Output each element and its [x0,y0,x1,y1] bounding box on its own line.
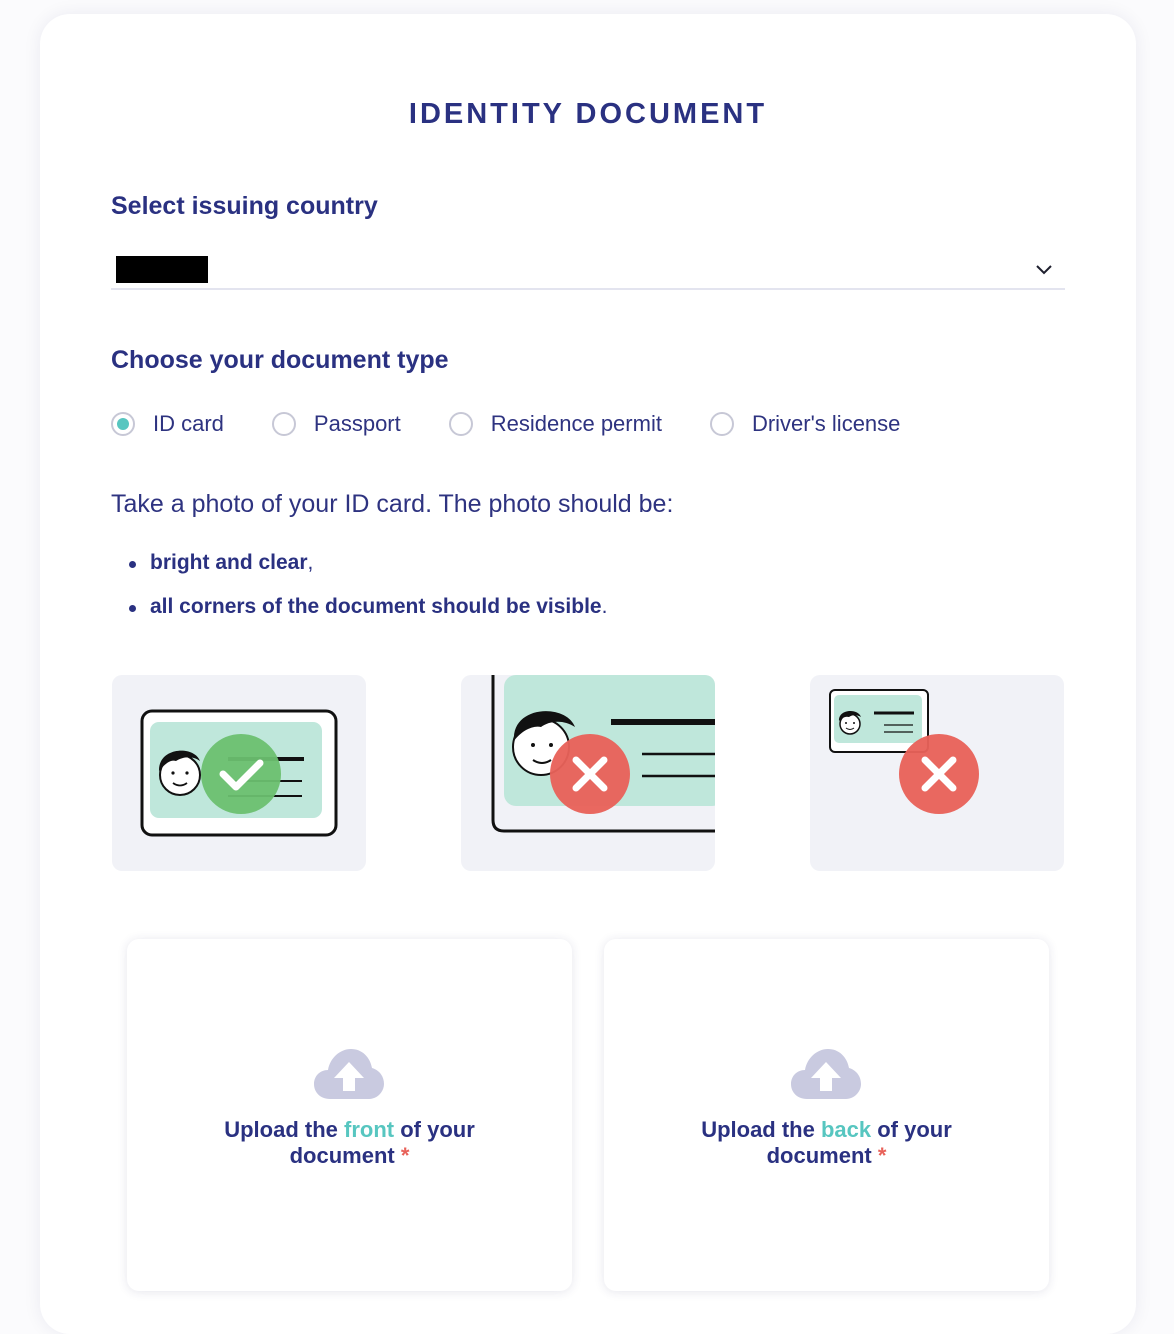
radio-passport[interactable] [272,411,401,437]
list-item [129,548,607,592]
requirement-bold: all corners of the document should be visible [150,595,602,618]
document-type-radio-group [111,406,900,442]
radio-indicator[interactable] [272,412,296,436]
radio-label: Passport [313,411,401,436]
upload-label-prefix: Upload the [701,1117,821,1142]
radio-drivers-license[interactable] [710,411,900,437]
upload-label-suffix: of your document [766,1117,952,1168]
face-icon [839,711,861,734]
required-marker: * [877,1143,887,1168]
requirement-suffix: , [307,551,314,574]
page-title: IDENTITY DOCUMENT [408,98,768,130]
upload-label-prefix: Upload the [224,1117,344,1142]
chevron-down-icon [1035,264,1053,276]
upload-front-label [127,1117,572,1169]
upload-back-dropzone[interactable] [604,939,1049,1291]
requirement-suffix: . [601,595,608,618]
check-icon [201,734,281,814]
requirement-bold: bright and clear [150,551,308,574]
list-item [129,592,607,636]
required-marker: * [400,1143,410,1168]
id-card-illustration [461,675,715,871]
radio-id-card[interactable] [111,411,224,437]
radio-residence-permit[interactable] [449,411,662,437]
example-too-far-photo [810,675,1064,871]
radio-indicator[interactable] [710,412,734,436]
example-good-photo [112,675,366,871]
upload-label-accent: front [344,1117,395,1142]
id-card-illustration [112,675,366,871]
upload-back-label [604,1117,1049,1169]
radio-indicator[interactable] [449,412,473,436]
photo-instruction: Take a photo of your ID card. The photo should be: [111,490,674,518]
cloud-upload-icon [314,1049,384,1101]
cross-icon [550,734,630,814]
country-select-value [116,256,208,283]
radio-label: ID card [153,411,224,436]
face-icon [159,751,200,795]
upload-front-dropzone[interactable] [127,939,572,1291]
cross-icon [899,734,979,814]
id-card-illustration [810,675,1064,871]
radio-indicator[interactable] [111,412,135,436]
example-cropped-photo [461,675,715,871]
photo-requirements-list [129,548,607,636]
country-select[interactable] [111,252,1065,290]
cloud-upload-icon [791,1049,861,1101]
upload-label-accent: back [820,1117,872,1142]
radio-label: Residence permit [490,411,662,436]
identity-document-card [40,14,1136,1334]
radio-label: Driver's license [751,411,901,436]
upload-label-suffix: of your document [289,1117,475,1168]
document-type-heading: Choose your document type [111,346,449,374]
country-heading: Select issuing country [111,192,378,220]
